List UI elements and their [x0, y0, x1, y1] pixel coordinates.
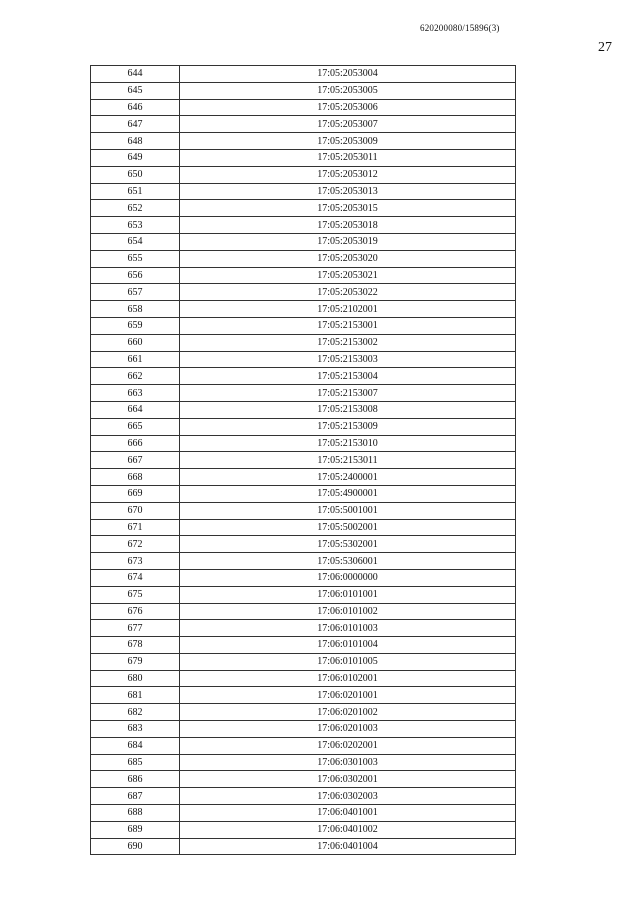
row-number-cell: 649 — [91, 149, 180, 166]
cadastral-code-cell: 17:06:0302003 — [180, 788, 516, 805]
table-row — [91, 418, 516, 435]
row-number-cell: 683 — [91, 721, 180, 738]
table-row — [91, 99, 516, 116]
row-number-cell: 673 — [91, 553, 180, 570]
table-row — [91, 553, 516, 570]
table-row — [91, 385, 516, 402]
table-row — [91, 200, 516, 217]
document-id: 620200080/15896(3) — [420, 23, 500, 33]
row-number-cell: 667 — [91, 452, 180, 469]
row-number-cell: 648 — [91, 133, 180, 150]
cadastral-code-cell: 17:06:0101004 — [180, 637, 516, 654]
row-number-cell: 654 — [91, 233, 180, 250]
row-number-cell: 650 — [91, 166, 180, 183]
cadastral-table — [90, 65, 516, 855]
cadastral-code-cell: 17:05:2153011 — [180, 452, 516, 469]
row-number-cell: 660 — [91, 334, 180, 351]
row-number-cell: 684 — [91, 737, 180, 754]
cadastral-code-cell: 17:06:0302001 — [180, 771, 516, 788]
cadastral-code-cell: 17:05:2053007 — [180, 116, 516, 133]
cadastral-code-cell: 17:05:2153010 — [180, 435, 516, 452]
table-row — [91, 704, 516, 721]
cadastral-code-cell: 17:05:2053020 — [180, 250, 516, 267]
row-number-cell: 680 — [91, 670, 180, 687]
row-number-cell: 645 — [91, 82, 180, 99]
table-row — [91, 653, 516, 670]
table-row — [91, 771, 516, 788]
table-row — [91, 351, 516, 368]
cadastral-code-cell: 17:05:2053019 — [180, 233, 516, 250]
table-row — [91, 788, 516, 805]
table-row — [91, 637, 516, 654]
row-number-cell: 658 — [91, 301, 180, 318]
cadastral-code-cell: 17:05:2053005 — [180, 82, 516, 99]
table-row — [91, 569, 516, 586]
cadastral-code-cell: 17:05:2400001 — [180, 469, 516, 486]
table-row — [91, 502, 516, 519]
table-row — [91, 301, 516, 318]
cadastral-code-cell: 17:05:2053009 — [180, 133, 516, 150]
cadastral-code-cell: 17:05:2053012 — [180, 166, 516, 183]
table-row — [91, 435, 516, 452]
cadastral-code-cell: 17:05:2053004 — [180, 66, 516, 83]
cadastral-code-cell: 17:05:2153003 — [180, 351, 516, 368]
table-row — [91, 267, 516, 284]
cadastral-code-cell: 17:06:0201001 — [180, 687, 516, 704]
table-row — [91, 687, 516, 704]
row-number-cell: 678 — [91, 637, 180, 654]
cadastral-code-cell: 17:06:0102001 — [180, 670, 516, 687]
row-number-cell: 688 — [91, 805, 180, 822]
cadastral-code-cell: 17:05:2153004 — [180, 368, 516, 385]
table-row — [91, 82, 516, 99]
row-number-cell: 662 — [91, 368, 180, 385]
cadastral-code-cell: 17:05:2053022 — [180, 284, 516, 301]
table-row — [91, 838, 516, 855]
row-number-cell: 679 — [91, 653, 180, 670]
cadastral-code-cell: 17:05:2153001 — [180, 317, 516, 334]
cadastral-code-cell: 17:05:2053021 — [180, 267, 516, 284]
table-row — [91, 485, 516, 502]
table-row — [91, 586, 516, 603]
table-row — [91, 670, 516, 687]
table-row — [91, 368, 516, 385]
row-number-cell: 659 — [91, 317, 180, 334]
table-row — [91, 66, 516, 83]
page-number: 27 — [598, 40, 612, 55]
row-number-cell: 653 — [91, 217, 180, 234]
row-number-cell: 655 — [91, 250, 180, 267]
cadastral-code-cell: 17:05:5002001 — [180, 519, 516, 536]
cadastral-code-cell: 17:05:4900001 — [180, 485, 516, 502]
cadastral-code-cell: 17:06:0301003 — [180, 754, 516, 771]
row-number-cell: 668 — [91, 469, 180, 486]
row-number-cell: 666 — [91, 435, 180, 452]
table-row — [91, 536, 516, 553]
cadastral-code-cell: 17:05:5302001 — [180, 536, 516, 553]
row-number-cell: 671 — [91, 519, 180, 536]
cadastral-code-cell: 17:06:0101003 — [180, 620, 516, 637]
cadastral-code-cell: 17:05:2053011 — [180, 149, 516, 166]
row-number-cell: 681 — [91, 687, 180, 704]
cadastral-code-cell: 17:05:5001001 — [180, 502, 516, 519]
cadastral-code-cell: 17:06:0101002 — [180, 603, 516, 620]
table-row — [91, 183, 516, 200]
row-number-cell: 682 — [91, 704, 180, 721]
row-number-cell: 664 — [91, 401, 180, 418]
cadastral-code-cell: 17:05:2102001 — [180, 301, 516, 318]
row-number-cell: 646 — [91, 99, 180, 116]
cadastral-code-cell: 17:06:0202001 — [180, 737, 516, 754]
row-number-cell: 669 — [91, 485, 180, 502]
table-row — [91, 217, 516, 234]
table-row — [91, 452, 516, 469]
table-row — [91, 284, 516, 301]
row-number-cell: 656 — [91, 267, 180, 284]
row-number-cell: 647 — [91, 116, 180, 133]
table-row — [91, 469, 516, 486]
table-row — [91, 754, 516, 771]
table-row — [91, 721, 516, 738]
table-row — [91, 116, 516, 133]
row-number-cell: 676 — [91, 603, 180, 620]
table-row — [91, 401, 516, 418]
table-row — [91, 519, 516, 536]
row-number-cell: 652 — [91, 200, 180, 217]
row-number-cell: 674 — [91, 569, 180, 586]
row-number-cell: 686 — [91, 771, 180, 788]
table-row — [91, 166, 516, 183]
cadastral-code-cell: 17:05:2053013 — [180, 183, 516, 200]
cadastral-code-cell: 17:05:2053006 — [180, 99, 516, 116]
cadastral-code-cell: 17:06:0401002 — [180, 821, 516, 838]
row-number-cell: 644 — [91, 66, 180, 83]
cadastral-code-cell: 17:05:2153009 — [180, 418, 516, 435]
table-row — [91, 250, 516, 267]
table-row — [91, 603, 516, 620]
table-row — [91, 620, 516, 637]
row-number-cell: 675 — [91, 586, 180, 603]
row-number-cell: 657 — [91, 284, 180, 301]
cadastral-code-cell: 17:06:0401001 — [180, 805, 516, 822]
cadastral-code-cell: 17:05:2153008 — [180, 401, 516, 418]
row-number-cell: 661 — [91, 351, 180, 368]
row-number-cell: 665 — [91, 418, 180, 435]
table-body — [91, 66, 516, 855]
table-row — [91, 737, 516, 754]
cadastral-code-cell: 17:06:0201002 — [180, 704, 516, 721]
cadastral-code-cell: 17:06:0101005 — [180, 653, 516, 670]
row-number-cell: 677 — [91, 620, 180, 637]
cadastral-code-cell: 17:05:2053015 — [180, 200, 516, 217]
table-row — [91, 233, 516, 250]
cadastral-code-cell: 17:05:2053018 — [180, 217, 516, 234]
cadastral-code-cell: 17:06:0101001 — [180, 586, 516, 603]
row-number-cell: 651 — [91, 183, 180, 200]
cadastral-code-cell: 17:06:0401004 — [180, 838, 516, 855]
row-number-cell: 663 — [91, 385, 180, 402]
row-number-cell: 690 — [91, 838, 180, 855]
row-number-cell: 689 — [91, 821, 180, 838]
row-number-cell: 685 — [91, 754, 180, 771]
table-row — [91, 149, 516, 166]
table-row — [91, 334, 516, 351]
cadastral-code-cell: 17:05:2153007 — [180, 385, 516, 402]
cadastral-code-cell: 17:06:0000000 — [180, 569, 516, 586]
table-row — [91, 317, 516, 334]
table-row — [91, 805, 516, 822]
cadastral-code-cell: 17:05:2153002 — [180, 334, 516, 351]
cadastral-code-cell: 17:05:5306001 — [180, 553, 516, 570]
row-number-cell: 687 — [91, 788, 180, 805]
table-row — [91, 133, 516, 150]
row-number-cell: 670 — [91, 502, 180, 519]
cadastral-code-cell: 17:06:0201003 — [180, 721, 516, 738]
table-row — [91, 821, 516, 838]
row-number-cell: 672 — [91, 536, 180, 553]
